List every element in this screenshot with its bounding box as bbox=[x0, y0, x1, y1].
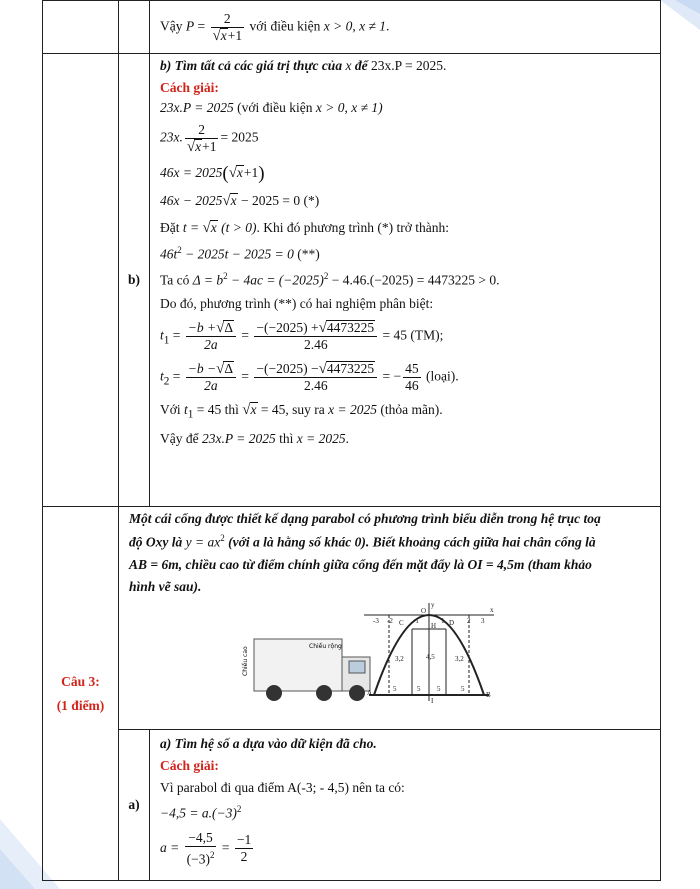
svg-text:1: 1 bbox=[441, 616, 445, 625]
row-part-a: a) a) Tìm hệ số a dựa vào dữ kiện đã cho. Cách giải: Vì parabol đi qua điểm A(-3; - 4,5) nên ta có: $-4,5 = a.(-3)^2$ a = $\frac{-4,5}{(-3)^2}$ = $\frac{-1}{2}$ bbox=[43, 730, 661, 881]
svg-text:3: 3 bbox=[481, 616, 485, 625]
label-32-right: 3,2 bbox=[455, 654, 464, 663]
part-b-label: b) bbox=[119, 54, 150, 507]
step-9: Với $t_1 = 45$ thì √x = 45, suy ra x = 2025 (thỏa mãn). bbox=[160, 402, 443, 421]
label-d: D bbox=[449, 618, 455, 627]
conclusion-p: Vậy P = $\frac{2}{√x+1}$ với điều kiện x > 0, x ≠ 1. bbox=[160, 11, 390, 44]
label-h: H bbox=[431, 621, 437, 630]
root-t2: $t_2$ = $\frac{-b -√\Delta}{2a}$ = $\frac{-(-2025) -√4473225}{2.46}$ = − $\frac{45}{46}$ (loại). bbox=[160, 361, 459, 393]
step-5: Đặt t = √x (t > 0). Khi đó phương trình (*) trở thành: bbox=[160, 220, 450, 236]
part-a-label: a) bbox=[119, 730, 150, 881]
question-3-label: Câu 3: (1 điểm) bbox=[43, 507, 119, 881]
label-y: y bbox=[431, 600, 435, 609]
svg-text:-3: -3 bbox=[373, 616, 379, 625]
svg-text:5: 5 bbox=[437, 684, 441, 693]
truck-sign: Chiều rộng bbox=[309, 642, 342, 650]
step-7: Ta có $\Delta = b^2 - 4ac = (-2025)^2 - 4.46.(-2025) = 4473225 > 0$. bbox=[160, 270, 500, 287]
solution-label-b: Cách giải: bbox=[160, 80, 219, 95]
step-3: 46x = 2025(√x+1) bbox=[160, 163, 265, 184]
label-32-left: 3,2 bbox=[395, 654, 404, 663]
step-8: Do đó, phương trình (**) có hai nghiệm phân biệt: bbox=[160, 296, 434, 311]
label-c: C bbox=[399, 618, 404, 627]
part-b-question: b) Tìm tất cả các giá trị thực của x để 23x.P = 2025. bbox=[160, 58, 447, 73]
label-b: B bbox=[486, 690, 491, 699]
step-4: 46x − 2025√x − 2025 = 0 (*) bbox=[160, 193, 320, 209]
label-x: x bbox=[490, 605, 494, 614]
row-part-b bbox=[43, 54, 661, 507]
part-a-question: a) Tìm hệ số a dựa vào dữ kiện đã cho. bbox=[160, 736, 377, 751]
label-i: I bbox=[431, 696, 434, 705]
figure bbox=[129, 601, 650, 711]
step-10: Vậy để 23x.P = 2025 thì x = 2025. bbox=[160, 430, 349, 446]
step-2: 23x. $\frac{2}{√x+1}$ = 2025 bbox=[160, 122, 259, 155]
svg-text:2: 2 bbox=[467, 616, 471, 625]
row-conclusion-a bbox=[43, 1, 661, 54]
row-cau3: Câu 3: (1 điểm) Một cái cổng được thiết kế dạng parabol có phương trình biểu diễn trong hệ trục toạ độ Oxy là $y = ax^2$ (với a là hằng số khác 0). Biết khoảng cách giữa hai chân cổng là AB = 6m, chiều cao từ điểm chính giữa cổng đến mặt đẩy là OI = 4,5m (tham khảo hình vẽ sau). Chiều rộng Chiều cao y x O C D H A B I 3,2 3,2 4,5 -3 -2 -1 1 2 3 5 5 5 5 bbox=[43, 507, 661, 730]
label-a: A bbox=[367, 688, 373, 697]
gate-figure bbox=[129, 601, 700, 711]
step-6: $46t^2 - 2025t - 2025 = 0$ (**) bbox=[160, 245, 320, 262]
svg-text:5: 5 bbox=[417, 684, 421, 693]
label-o: O bbox=[421, 606, 427, 615]
svg-text:5: 5 bbox=[461, 684, 465, 693]
root-t1: $t_1$ = $\frac{-b +√\Delta}{2a}$ = $\frac{-(-2025) +√4473225}{2.46}$ = 45 (TM); bbox=[160, 320, 444, 352]
svg-text:-1: -1 bbox=[413, 616, 419, 625]
solution-table bbox=[42, 0, 661, 881]
solution-label-a: Cách giải: bbox=[160, 758, 219, 773]
truck-side: Chiều cao bbox=[242, 645, 249, 676]
svg-text:-2: -2 bbox=[387, 616, 393, 625]
step-1: 23x.P = 2025 (với điều kiện x > 0, x ≠ 1) bbox=[160, 100, 383, 115]
svg-text:5: 5 bbox=[393, 684, 397, 693]
truck-illustration bbox=[241, 639, 373, 701]
label-45: 4,5 bbox=[426, 652, 435, 661]
